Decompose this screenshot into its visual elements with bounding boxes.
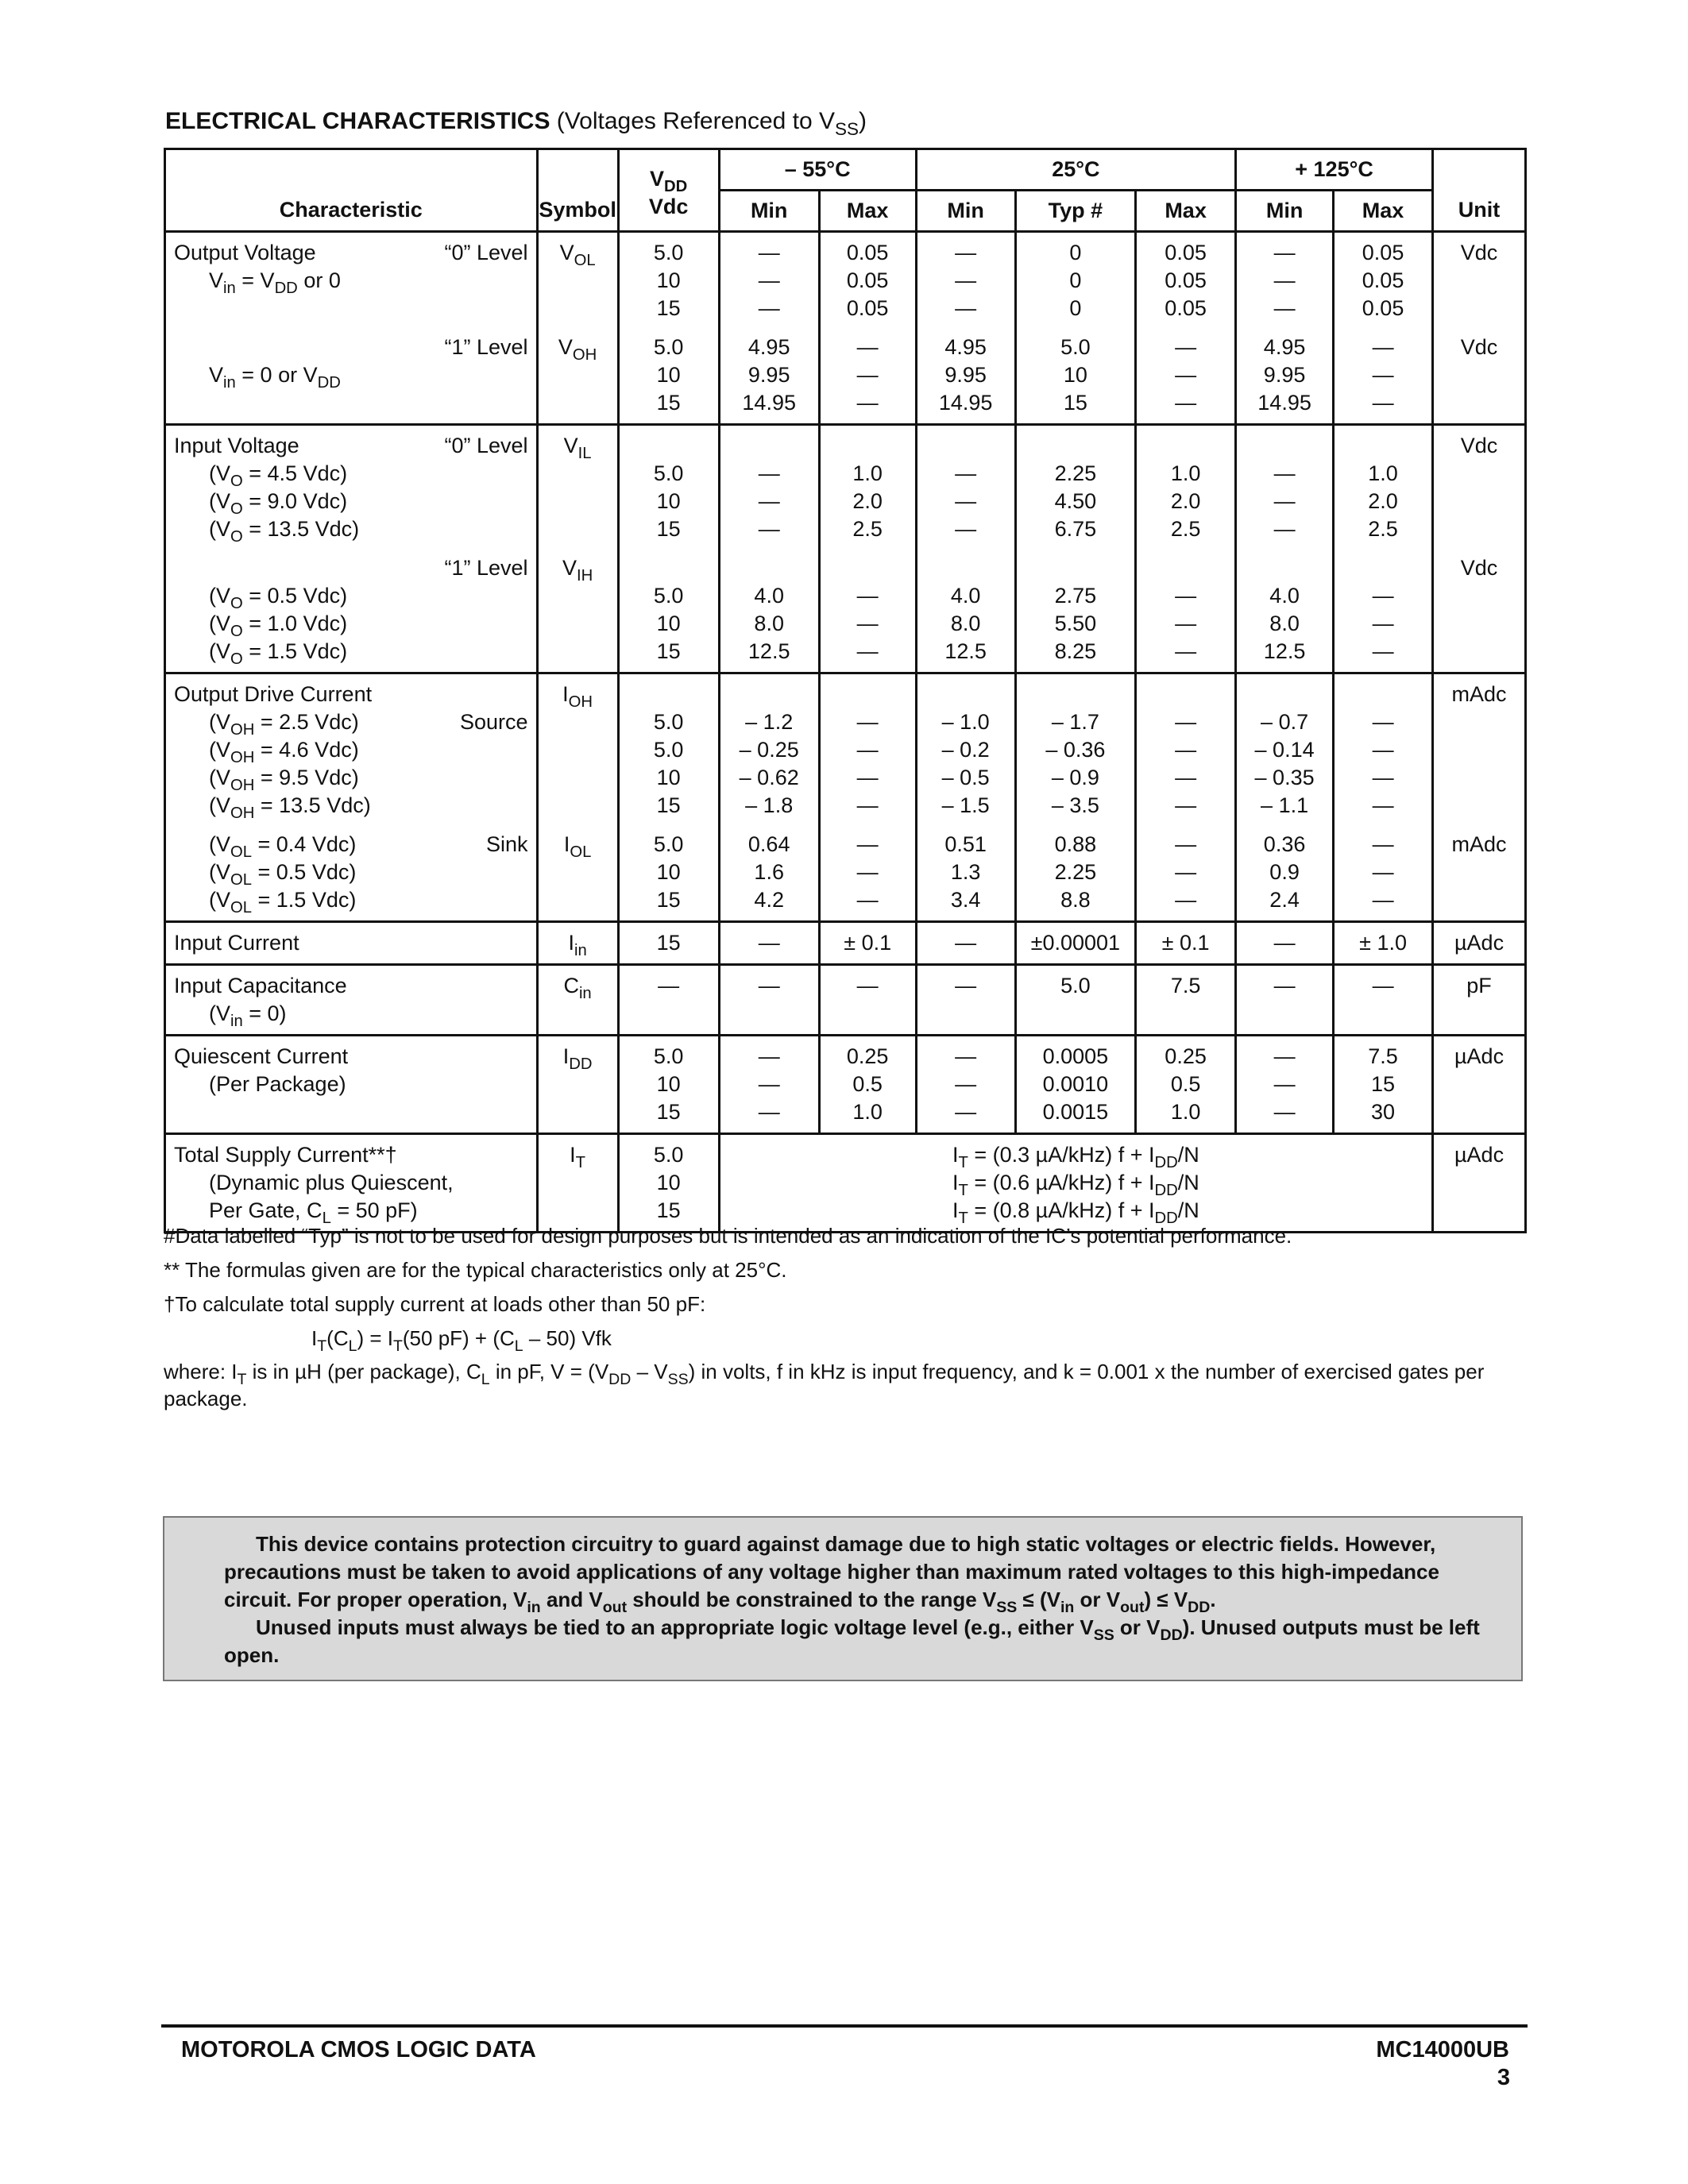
typ-25-cell: – 1.7 – 0.36 – 0.9 – 3.5 0.88 2.25 8.8 [1015,673,1135,922]
footer-part-number: MC14000UB [1376,2037,1509,2062]
min-125-cell: — [1236,965,1334,1036]
min-125-cell: – 0.7 – 0.14 – 0.35 – 1.1 0.36 0.9 2.4 [1236,673,1334,922]
table-row-output-drive-current [165,673,1526,922]
table-title [165,108,867,139]
vdd-cell: 5.0 5.0 10 15 5.0 10 15 [618,673,719,922]
max-25-cell: 1.0 2.0 2.5 — — — [1136,425,1236,673]
min-neg55-cell: — — — 4.95 9.95 14.95 [719,232,819,425]
min-neg55-cell: — — — [719,1036,819,1134]
vdd-cell: 5.0 10 15 [618,1134,719,1233]
max-neg55-cell: 1.0 2.0 2.5 — — — [819,425,916,673]
table-subtitle: (Voltages Referenced to $V_{SS}$) [556,108,867,139]
characteristic-input-current: Input Current [165,922,538,965]
header-temp-neg55: – 55°C [719,149,916,191]
formula-line: $I_T = (0.6$ µA/kHz) $f + I_{DD}/N$ [952,1171,1199,1200]
table-row-quiescent-current [165,1036,1526,1134]
unit-cell: µAdc [1433,922,1526,965]
min-25-cell: — [916,922,1015,965]
max-neg55-cell: ± 0.1 [819,922,916,965]
equation-definitions: where: $I_T$ is in µH (per package), $C_L$ in pF, $V = (V_{DD} - V_{SS})$ in volts, f in kHz is input frequency, and k = 0.001 x the number of exercised gates per package. [164,1360,1485,1410]
header-unit: Unit [1433,149,1526,232]
typ-25-cell: 5.0 [1015,965,1135,1036]
header-symbol: Symbol [537,149,618,232]
characteristic-output-drive: Output Drive Current ($V_{OH} = 2.5$ Vdc) Source ($V_{OH} = 4.6$ Vdc) ($V_{OH} = 9.5$ Vdc) ($V_{OH} = 13.5$ Vdc) ($V_{OL} = 0.4$ Vdc) Sink ($V_{OL} = 0.5$ Vdc) ($V_{OL} = 1.5$ Vdc) [165,673,538,922]
footnote-formulas: ** The formulas given are for the typical characteristics only at 25°C. [164,1258,787,1282]
max-25-cell: 7.5 [1136,965,1236,1036]
min-125-cell: — — — [1236,1036,1334,1134]
symbol-cin: $C_{in}$ [537,965,618,1036]
symbol-ioh-iol: $I_{OH}$ $I_{OL}$ [537,673,618,922]
table-row-input-current [165,922,1526,965]
header-min-25: Min [916,191,1015,232]
header-temp-125: + 125°C [1236,149,1433,191]
header-vdd: $V_{DD}$ Vdc [618,149,719,232]
max-125-cell: ± 1.0 [1334,922,1433,965]
header-min-neg55: Min [719,191,819,232]
max-125-cell: — — — — — — — [1334,673,1433,922]
characteristic-quiescent-current: Quiescent Current (Per Package) [165,1036,538,1134]
unit-cell: mAdc mAdc [1433,673,1526,922]
symbol-idd: $I_{DD}$ [537,1036,618,1134]
min-neg55-cell: — — — 4.0 8.0 12.5 [719,425,819,673]
footnote-typ: #Data labelled “Typ” is not to be used for design purposes but is intended as an indication of the IC’s potential performance. [164,1224,1292,1248]
header-temp-25: 25°C [916,149,1235,191]
vdd-cell: 5.0 10 15 [618,1036,719,1134]
max-25-cell: ± 0.1 [1136,922,1236,965]
unit-cell: Vdc Vdc [1433,425,1526,673]
min-25-cell: — — — 4.0 8.0 12.5 [916,425,1015,673]
header-row-1 [165,149,1526,191]
max-25-cell: 0.05 0.05 0.05 — — — [1136,232,1236,425]
symbol-vol-voh: $V_{OL}$ $V_{OH}$ [537,232,618,425]
characteristic-input-voltage: Input Voltage “0” Level ($V_O = 4.5$ Vdc) ($V_O = 9.0$ Vdc) ($V_O = 13.5$ Vdc) “1” Level ($V_O = 0.5$ Vdc) ($V_O = 1.0$ Vdc) ($V_O = 1.5$ Vdc) [165,425,538,673]
warning-paragraph-2: Unused inputs must always be tied to an appropriate logic voltage level (e.g., either $V_{SS}$ or $V_{DD}$). Unused outputs must be left open. [224,1615,1480,1667]
unit-cell: µAdc [1433,1036,1526,1134]
esd-warning-box [163,1516,1523,1681]
header-max-neg55: Max [819,191,916,232]
footer-divider [161,2024,1528,2028]
total-supply-formulas [719,1134,1432,1233]
max-125-cell: 0.05 0.05 0.05 — — — [1334,232,1433,425]
supply-current-equation: $I_T(C_L) = I_T(50$ $pF) + (C_L - 50)$ Vfk [311,1326,612,1355]
typ-25-cell: ±0.00001 [1015,922,1135,965]
max-125-cell: 1.0 2.0 2.5 — — — [1334,425,1433,673]
typ-25-cell: 0.0005 0.0010 0.0015 [1015,1036,1135,1134]
vdd-cell: 15 [618,922,719,965]
vdd-cell: 5.0 10 15 5.0 10 15 [618,232,719,425]
warning-paragraph-1: This device contains protection circuitry to guard against damage due to high static voltages or electric fields. However, precautions must be taken to avoid applications of any voltage higher than maximum rated voltages to this high-impedance circuit. For proper operation, $V_{in}$ and $V_{out}$ should be constrained to the range $V_{SS} \le (V_{in}$ or $V_{out}) \le V_{DD}$. [224,1532,1439,1616]
table-title-text: ELECTRICAL CHARACTERISTICS [165,108,550,134]
min-neg55-cell: — [719,965,819,1036]
vdd-cell: — [618,965,719,1036]
table-row-input-capacitance [165,965,1526,1036]
header-typ-25: Typ # [1015,191,1135,232]
max-125-cell: — [1334,965,1433,1036]
max-125-cell: 7.5 15 30 [1334,1036,1433,1134]
characteristic-output-voltage: Output Voltage “0” Level $V_{in} = V_{DD}$ or 0 “1” Level $V_{in} = 0$ or $V_{DD}$ [165,232,538,425]
header-characteristic: Characteristic [165,149,538,232]
characteristic-total-supply: Total Supply Current**† (Dynamic plus Quiescent, Per Gate, $C_L = 50$ pF) [165,1134,538,1233]
formula-line: $I_T = (0.3$ µA/kHz) $f + I_{DD}/N$ [952,1143,1199,1172]
max-neg55-cell: — [819,965,916,1036]
page-number: 3 [1497,2065,1510,2090]
table-row-total-supply-current [165,1134,1526,1233]
table-row-output-voltage [165,232,1526,425]
unit-cell: Vdc Vdc [1433,232,1526,425]
symbol-iin: $I_{in}$ [537,922,618,965]
unit-cell: pF [1433,965,1526,1036]
header-max-25: Max [1136,191,1236,232]
electrical-characteristics-table [164,148,1527,1233]
min-neg55-cell: — [719,922,819,965]
footer-publication: MOTOROLA CMOS LOGIC DATA [181,2037,536,2062]
vdd-cell: 5.0 10 15 5.0 10 15 [618,425,719,673]
footnotes [164,1221,1530,1418]
header-min-125: Min [1236,191,1334,232]
min-25-cell: — [916,965,1015,1036]
min-25-cell: — — — 4.95 9.95 14.95 [916,232,1015,425]
max-neg55-cell: 0.25 0.5 1.0 [819,1036,916,1134]
footnote-total-supply: †To calculate total supply current at loads other than 50 pF: [164,1292,706,1316]
min-125-cell: — [1236,922,1334,965]
min-neg55-cell: – 1.2 – 0.25 – 0.62 – 1.8 0.64 1.6 4.2 [719,673,819,922]
max-25-cell: 0.25 0.5 1.0 [1136,1036,1236,1134]
min-125-cell: — — — 4.95 9.95 14.95 [1236,232,1334,425]
max-neg55-cell: 0.05 0.05 0.05 — — — [819,232,916,425]
table-row-input-voltage [165,425,1526,673]
max-25-cell: — — — — — — — [1136,673,1236,922]
formula-line: $I_T = (0.8$ µA/kHz) $f + I_{DD}/N$ [952,1198,1199,1228]
typ-25-cell: 0 0 0 5.0 10 15 [1015,232,1135,425]
characteristic-input-capacitance: Input Capacitance $(V_{in} = 0)$ [165,965,538,1036]
typ-25-cell: 2.25 4.50 6.75 2.75 5.50 8.25 [1015,425,1135,673]
min-25-cell: – 1.0 – 0.2 – 0.5 – 1.5 0.51 1.3 3.4 [916,673,1015,922]
max-neg55-cell: — — — — — — — [819,673,916,922]
min-125-cell: — — — 4.0 8.0 12.5 [1236,425,1334,673]
header-max-125: Max [1334,191,1433,232]
symbol-it: $I_T$ [537,1134,618,1233]
unit-cell: µAdc [1433,1134,1526,1233]
symbol-vil-vih: $V_{IL}$ $V_{IH}$ [537,425,618,673]
min-25-cell: — — — [916,1036,1015,1134]
